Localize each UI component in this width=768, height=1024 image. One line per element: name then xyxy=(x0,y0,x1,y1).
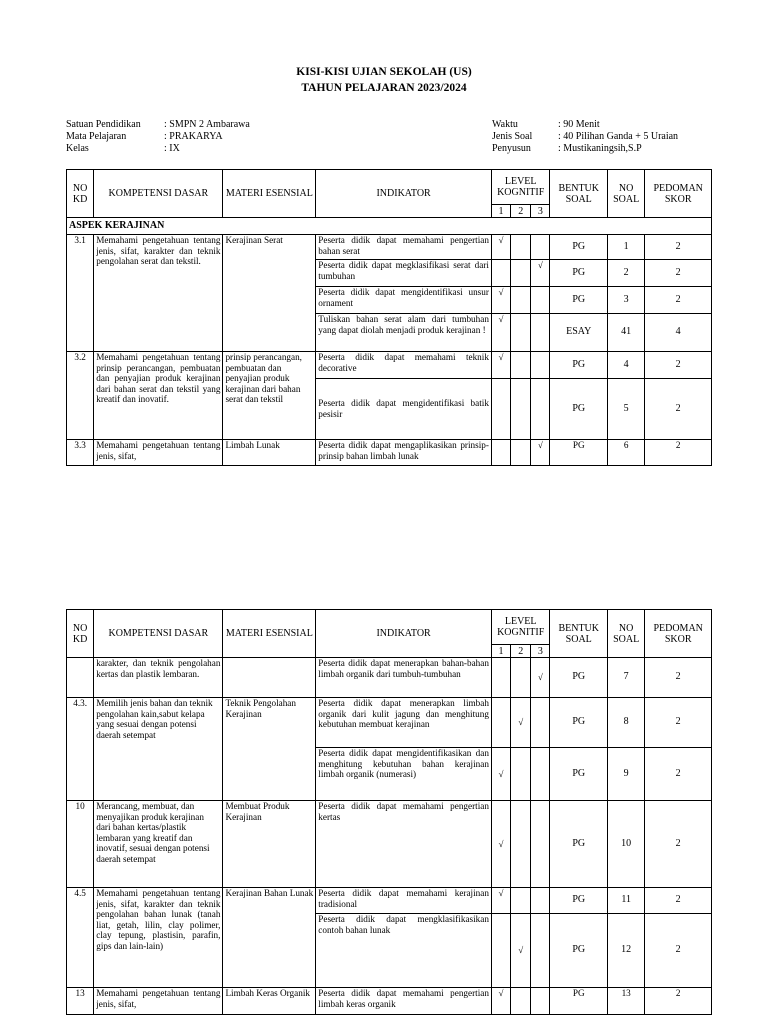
header-pedoman-skor: PEDOMAN SKOR xyxy=(645,610,712,658)
indikator-text: Peserta didik dapat memahami pengertian bahan serat xyxy=(316,235,492,260)
no-soal: 7 xyxy=(607,658,644,698)
skor: 2 xyxy=(645,888,712,914)
materi-text: prinsip perancangan, pembuatan dan penyajian produk kerajinan dari bahan serat dan tekstil xyxy=(223,352,316,440)
level-1-check: √ xyxy=(491,235,510,260)
info-value: : Mustikaningsih,S.P xyxy=(558,143,642,154)
kd-text: karakter, dan teknik pengolahan kertas dan plastik lembaran. xyxy=(94,658,223,698)
level-3-check: √ xyxy=(531,658,550,698)
header-no-soal: NO SOAL xyxy=(607,170,644,218)
kd-text: Memahami pengetahuan tentang prinsip perancangan, pembuatan dan penyajian produk kerajinan dari bahan serat dan tekstil yang kreatif dan inovatif. xyxy=(94,352,223,440)
header-no-kd: NO KD xyxy=(67,170,94,218)
indikator-text: Tuliskan bahan serat alam dari tumbuhan yang dapat diolah menjadi produk kerajinan ! xyxy=(316,314,492,352)
bentuk-soal: PG xyxy=(550,914,608,988)
bentuk-soal: PG xyxy=(550,235,608,260)
kd-text: Memahami pengetahuan tentang jenis, sifat, karakter dan teknik pengolahan serat dan tekstil. xyxy=(94,235,223,352)
skor: 2 xyxy=(645,658,712,698)
section-title: ASPEK KERAJINAN xyxy=(67,218,712,235)
skor: 2 xyxy=(645,287,712,314)
materi-text: Kerajinan Bahan Lunak xyxy=(223,888,316,988)
skor: 2 xyxy=(645,352,712,379)
no-soal: 6 xyxy=(607,440,644,466)
bentuk-soal: PG xyxy=(550,352,608,379)
level-1-check: √ xyxy=(491,748,510,801)
indikator-text: Peserta didik dapat mengidentifikasikan dan menghitung kebutuhan bahan kerajinan limbah organik (numerasi) xyxy=(316,748,492,801)
kisi-table-2 xyxy=(66,609,712,1015)
bentuk-soal: PG xyxy=(550,379,608,440)
info-value: : SMPN 2 Ambarawa xyxy=(164,119,250,130)
no-soal: 11 xyxy=(607,888,644,914)
level-1-check: √ xyxy=(491,888,510,914)
no-soal: 4 xyxy=(607,352,644,379)
bentuk-soal: ESAY xyxy=(550,314,608,352)
info-label: Mata Pelajaran xyxy=(66,131,127,142)
kd-number: 4.5 xyxy=(67,888,94,988)
header-level-kognitif: LEVEL KOGNITIF xyxy=(491,610,550,645)
info-label: Penyusun xyxy=(492,143,531,154)
header-level-2: 2 xyxy=(511,205,531,218)
header-level-kognitif: LEVEL KOGNITIF xyxy=(491,170,550,205)
level-1-check: √ xyxy=(491,287,510,314)
indikator-text: Peserta didik dapat memahami teknik decorative xyxy=(316,352,492,379)
skor: 2 xyxy=(645,260,712,287)
skor: 2 xyxy=(645,914,712,988)
kd-text: Memilih jenis bahan dan teknik pengolahan kain,sabut kelapa yang sesuai dengan potensi daerah setempat xyxy=(94,698,223,801)
indikator-text: Peserta didik dapat memahami pengertian limbah keras organik xyxy=(316,988,492,1015)
no-soal: 10 xyxy=(607,801,644,888)
no-soal: 1 xyxy=(607,235,644,260)
no-soal: 13 xyxy=(607,988,644,1015)
document-title: KISI-KISI UJIAN SEKOLAH (US) xyxy=(296,66,472,78)
indikator-text: Peserta didik dapat menerapkan bahan-bahan limbah organik dari tumbuh-tumbuhan xyxy=(316,658,492,698)
level-3-check: √ xyxy=(531,260,550,287)
header-kompetensi-dasar: KOMPETENSI DASAR xyxy=(94,610,223,658)
table-row xyxy=(67,352,712,379)
no-soal: 8 xyxy=(607,698,644,748)
bentuk-soal: PG xyxy=(550,698,608,748)
bentuk-soal: PG xyxy=(550,440,608,466)
skor: 2 xyxy=(645,748,712,801)
indikator-text: Peserta didik dapat memahami pengertian kertas xyxy=(316,801,492,888)
header-pedoman-skor: PEDOMAN SKOR xyxy=(645,170,712,218)
table-row xyxy=(67,658,712,698)
bentuk-soal: PG xyxy=(550,988,608,1015)
table-row xyxy=(67,801,712,888)
header-bentuk-soal: BENTUK SOAL xyxy=(550,610,608,658)
skor: 2 xyxy=(645,379,712,440)
info-label: Satuan Pendidikan xyxy=(66,119,141,130)
indikator-text: Peserta didik dapat mengklasifikasikan contoh bahan lunak xyxy=(316,914,492,988)
indikator-text: Peserta didik dapat mengaplikasikan prinsip-prinsip bahan limbah lunak xyxy=(316,440,492,466)
kd-text: Memahami pengetahuan tentang jenis, sifat, xyxy=(94,988,223,1015)
materi-text: Kerajinan Serat xyxy=(223,235,316,352)
info-left xyxy=(66,119,250,155)
skor: 2 xyxy=(645,698,712,748)
document-subtitle: TAHUN PELAJARAN 2023/2024 xyxy=(301,82,467,94)
info-right xyxy=(492,119,678,155)
indikator-text: Peserta didik dapat memahami kerajinan tradisional xyxy=(316,888,492,914)
info-label: Jenis Soal xyxy=(492,131,533,142)
header-no-soal: NO SOAL xyxy=(607,610,644,658)
kd-text: Memahami pengetahuan tentang jenis, sifat, karakter dan teknik pengolahan bahan lunak (tanah liat, getah, lilin, clay polimer, clay tepung, plastisin, parafin, gips dan lain-lain) xyxy=(94,888,223,988)
indikator-text: Peserta didik dapat mengidentifikasi batik pesisir xyxy=(316,379,492,440)
bentuk-soal: PG xyxy=(550,748,608,801)
table-row xyxy=(67,698,712,748)
materi-text: Membuat Produk Kerajinan xyxy=(223,801,316,888)
indikator-text: Peserta didik dapat menerapkan limbah organik dari kulit jagung dan menghitung kebutuhan membuat kerajinan xyxy=(316,698,492,748)
indikator-text: Peserta didik dapat mengidentifikasi unsur ornament xyxy=(316,287,492,314)
level-2-check: √ xyxy=(511,698,531,748)
header-indikator: INDIKATOR xyxy=(316,170,492,218)
bentuk-soal: PG xyxy=(550,888,608,914)
header-materi: MATERI ESENSIAL xyxy=(223,170,316,218)
kisi-table-1 xyxy=(66,169,712,466)
level-1-check: √ xyxy=(491,352,510,379)
kd-number: 3.1 xyxy=(67,235,94,352)
bentuk-soal: PG xyxy=(550,287,608,314)
level-1-check: √ xyxy=(491,988,510,1015)
header-materi: MATERI ESENSIAL xyxy=(223,610,316,658)
table-row xyxy=(67,888,712,914)
header-level-3: 3 xyxy=(531,645,550,658)
level-1-check: √ xyxy=(491,801,510,888)
skor: 2 xyxy=(645,235,712,260)
kd-number: 3.2 xyxy=(67,352,94,440)
no-soal: 2 xyxy=(607,260,644,287)
info-value: : PRAKARYA xyxy=(164,131,223,142)
kd-number: 4.3. xyxy=(67,698,94,801)
table-row xyxy=(67,235,712,260)
level-1-check: √ xyxy=(491,314,510,352)
kd-text: Memahami pengetahuan tentang jenis, sifat, xyxy=(94,440,223,466)
materi-text: Teknik Pengolahan Kerajinan xyxy=(223,698,316,801)
skor: 4 xyxy=(645,314,712,352)
bentuk-soal: PG xyxy=(550,658,608,698)
table-row xyxy=(67,988,712,1015)
header-kompetensi-dasar: KOMPETENSI DASAR xyxy=(94,170,223,218)
kd-number: 13 xyxy=(67,988,94,1015)
no-soal: 41 xyxy=(607,314,644,352)
kd-text: Merancang, membuat, dan menyajikan produk kerajinan dari bahan kertas/plastik lembaran yang kreatif dan inovatif, sesuai dengan potensi daerah setempat xyxy=(94,801,223,888)
header-indikator: INDIKATOR xyxy=(316,610,492,658)
skor: 2 xyxy=(645,440,712,466)
indikator-text: Peserta didik dapat megklasifikasi serat dari tumbuhan xyxy=(316,260,492,287)
info-value: : 40 Pilihan Ganda + 5 Uraian xyxy=(558,131,679,142)
skor: 2 xyxy=(645,988,712,1015)
level-3-check: √ xyxy=(531,440,550,466)
header-level-3: 3 xyxy=(531,205,550,218)
table-row xyxy=(67,440,712,466)
header-bentuk-soal: BENTUK SOAL xyxy=(550,170,608,218)
info-label: Kelas xyxy=(66,143,89,154)
level-2-check: √ xyxy=(511,914,531,988)
materi-text: Limbah Lunak xyxy=(223,440,316,466)
materi-text: Limbah Keras Organik xyxy=(223,988,316,1015)
header-level-1: 1 xyxy=(491,205,510,218)
header-level-1: 1 xyxy=(491,645,510,658)
info-value: : 90 Menit xyxy=(558,119,600,130)
bentuk-soal: PG xyxy=(550,801,608,888)
no-soal: 3 xyxy=(607,287,644,314)
info-value: : IX xyxy=(164,143,180,154)
no-soal: 9 xyxy=(607,748,644,801)
bentuk-soal: PG xyxy=(550,260,608,287)
kd-number: 10 xyxy=(67,801,94,888)
info-label: Waktu xyxy=(492,119,518,130)
header-level-2: 2 xyxy=(511,645,531,658)
no-soal: 12 xyxy=(607,914,644,988)
no-soal: 5 xyxy=(607,379,644,440)
header-no-kd: NO KD xyxy=(67,610,94,658)
skor: 2 xyxy=(645,801,712,888)
kd-number: 3.3 xyxy=(67,440,94,466)
